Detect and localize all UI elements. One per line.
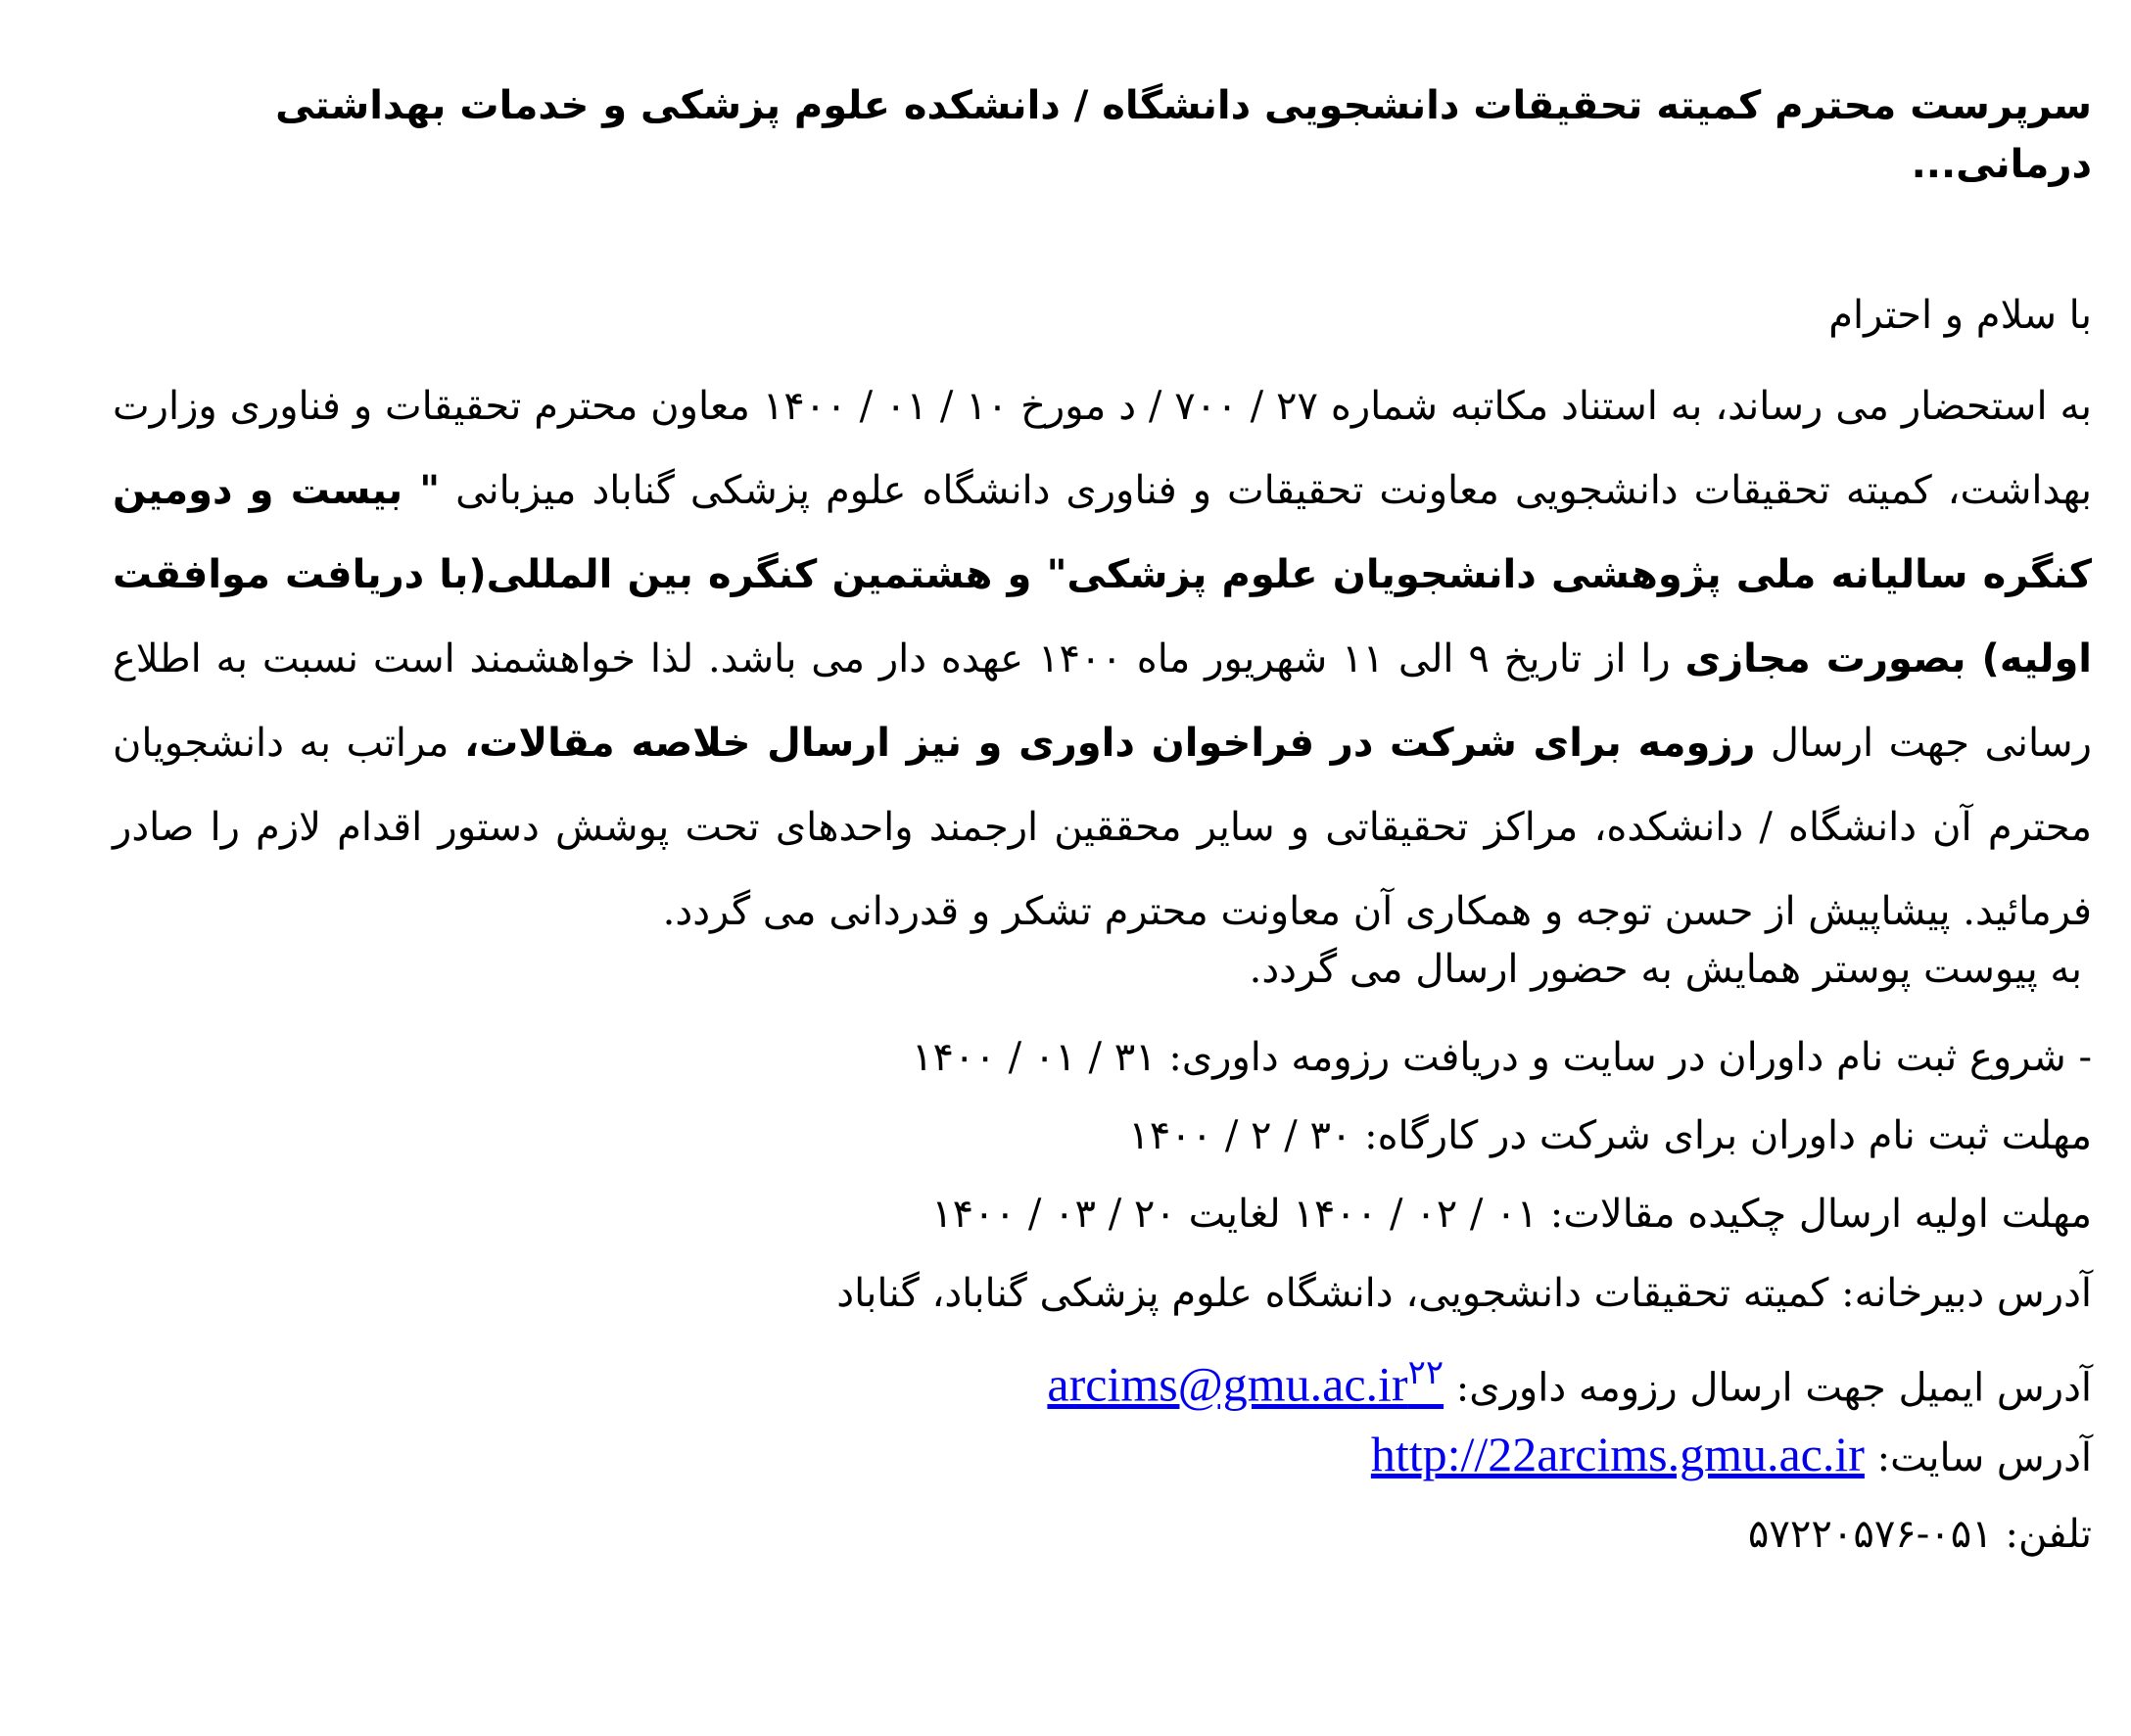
- email-label: آدرس ایمیل جهت ارسال رزومه داوری:: [1444, 1365, 2092, 1411]
- email-prefix: ۲۲: [1407, 1355, 1444, 1391]
- body-text-3: مراتب به دانشجویان محترم آن دانشگاه / دانشکده، مراکز تحقیقاتی و سایر محققین ارجمند واحدهای تحت پوشش دستور اقدام لازم را صادر فرمائید. پیشاپیش از حسن توجه و همکاری آن معاونت محترم تشکر و قدردانی می گردد.: [113, 721, 2092, 934]
- recipient-heading: سرپرست محترم کمیته تحقیقات دانشجویی دانشگاه / دانشکده علوم پزشکی و خدمات بهداشتی درمانی...: [275, 83, 2092, 187]
- address-value: کمیته تحقیقات دانشجویی، دانشگاه علوم پزشکی گناباد، گناباد: [836, 1271, 1842, 1316]
- address-label: آدرس دبیرخانه:: [1841, 1271, 2092, 1316]
- attachment-note: به پیوست پوستر همایش به حضور ارسال می گردد.: [1249, 947, 2082, 992]
- site-row: [98, 1414, 2092, 1494]
- site-label: آدرس سایت:: [1864, 1435, 2092, 1480]
- call-for-reviewers: رزومه برای شرکت در فراخوان داوری و نیز ارسال خلاصه مقالات،: [463, 721, 1756, 766]
- contact-block: [98, 1253, 2092, 1574]
- email-value: arcims@gmu.ac.ir: [1047, 1356, 1408, 1412]
- body-text-2: را از تاریخ ۹ الی ۱۱ شهریور ماه ۱۴۰۰ عهده دار می باشد. لذا خواهشمند است نسبت به اطلاع رسانی جهت ارسال: [113, 636, 2092, 766]
- date-workshop-deadline: مهلت ثبت نام داوران برای شرکت در کارگاه: ۳۰ / ۲ / ۱۴۰۰: [1128, 1113, 2092, 1158]
- phone-label: تلفن:: [1992, 1512, 2092, 1557]
- dates-list: [98, 1018, 2092, 1253]
- date-abstract-deadline: مهلت اولیه ارسال چکیده مقالات: ۰۱ / ۰۲ / ۱۴۰۰ لغایت ۲۰ / ۰۳ / ۱۴۰۰: [931, 1192, 2092, 1237]
- site-link[interactable]: http://22arcims.gmu.ac.ir: [1370, 1427, 1865, 1481]
- phone-value: ۰۵۱-۵۷۲۲۰۵۷۶: [1747, 1512, 1993, 1557]
- email-link[interactable]: [1047, 1334, 1444, 1425]
- greeting: با سلام و احترام: [1828, 293, 2092, 338]
- congress-name: " بیست و دومین کنگره سالیانه ملی پژوهشی دانشجویان علوم پزشکی" و هشتمین کنگره بین المللی(با دریافت موافقت اولیه) بصورت مجازی: [113, 468, 2093, 681]
- email-row: [98, 1334, 2092, 1414]
- body-text-1: به استحضار می رساند، به استناد مکاتبه شماره ۲۷ / ۷۰۰ / د مورخ ۱۰ / ۰۱ / ۱۴۰۰ معاون محترم تحقیقات و فناوری وزارت بهداشت، کمیته تحقیقات دانشجویی معاونت تحقیقات و فناوری دانشگاه علوم پزشکی گناباد میزبانی: [113, 384, 2093, 513]
- date-reviewer-registration: - شروع ثبت نام داوران در سایت و دریافت رزومه داوری: ۳۱ / ۰۱ / ۱۴۰۰: [911, 1035, 2092, 1080]
- phone-row: [98, 1494, 2092, 1574]
- address-row: [98, 1253, 2092, 1334]
- letter-body: [113, 364, 2092, 954]
